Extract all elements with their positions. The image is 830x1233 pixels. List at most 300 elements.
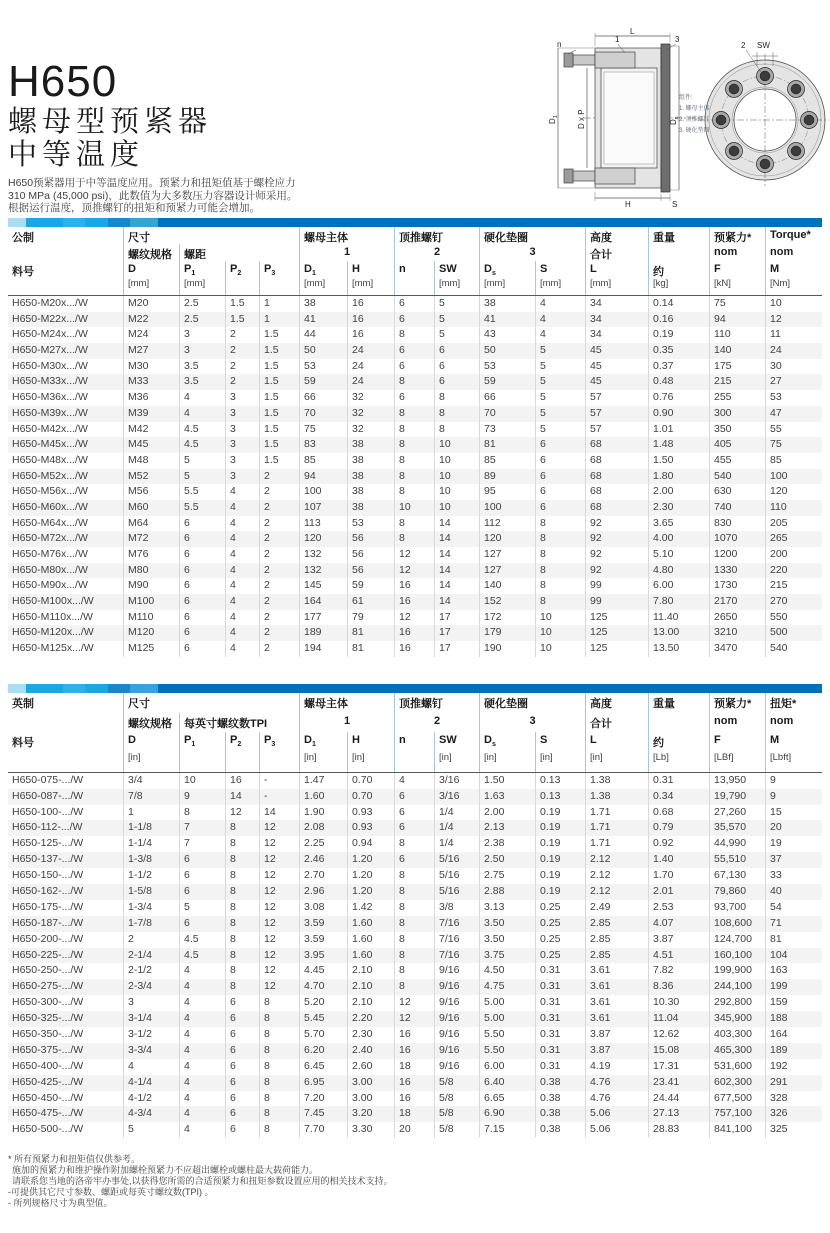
table-cell: 68 — [585, 469, 648, 485]
unit — [8, 752, 123, 772]
col-F: F — [709, 261, 765, 278]
table-cell: 10.30 — [648, 995, 709, 1011]
table-cell: 163 — [765, 963, 822, 979]
footnote: -可提供其它尺寸参数、螺距或每英寸螺纹数(TPI) 。 — [8, 1187, 214, 1197]
table-cell: 1.47 — [299, 773, 347, 789]
table-cell: 6 — [535, 469, 585, 485]
table-cell: 2.00 — [479, 805, 535, 821]
table-cell: 8 — [535, 563, 585, 579]
table-cell: 3.75 — [479, 948, 535, 964]
table-cell: 67,130 — [709, 868, 765, 884]
table-cell: 8 — [225, 900, 259, 916]
table-cell: 120 — [299, 531, 347, 547]
table-cell: H650-137-.../W — [12, 853, 84, 866]
table-cell: 9/16 — [434, 995, 479, 1011]
table-cell: 2-1/4 — [123, 948, 179, 964]
table-cell: 10 — [434, 453, 479, 469]
table-cell: 2.85 — [585, 916, 648, 932]
table-cell: 8 — [394, 948, 434, 964]
table-cell: 1.42 — [347, 900, 394, 916]
group-height: 高度 — [585, 227, 648, 244]
table-row — [8, 916, 822, 932]
sub-nom: nom — [765, 244, 822, 261]
table-cell: 1.5 — [225, 312, 259, 328]
table-cell: 8 — [535, 594, 585, 610]
table-cell: 2 — [259, 578, 299, 594]
table-cell: 8 — [394, 422, 434, 438]
group-weight: 重量 — [648, 693, 709, 713]
table-cell: 10 — [434, 484, 479, 500]
footnotes — [8, 1154, 393, 1209]
table-cell: 1.5 — [259, 343, 299, 359]
table-cell: 66 — [479, 390, 535, 406]
table-cell: 405 — [709, 437, 765, 453]
table-cell: 1730 — [709, 578, 765, 594]
table-cell: 8 — [259, 1059, 299, 1075]
table-cell: 3.20 — [347, 1106, 394, 1122]
table-cell: - — [259, 773, 299, 789]
table-row — [8, 359, 822, 375]
table-cell: - — [259, 789, 299, 805]
table-cell: 1.5 — [259, 359, 299, 375]
col-part-number: 料号 — [12, 266, 34, 278]
table-row — [8, 805, 822, 821]
table-cell: 3 — [225, 437, 259, 453]
table-cell: 38 — [347, 500, 394, 516]
table-cell: 3-1/4 — [123, 1011, 179, 1027]
table-cell: 2 — [259, 641, 299, 657]
table-cell: 5.06 — [585, 1106, 648, 1122]
table-cell: 0.38 — [535, 1075, 585, 1091]
table-cell: 10 — [434, 469, 479, 485]
table-cell: 3.65 — [648, 516, 709, 532]
table-accent-bar — [8, 218, 822, 227]
dim-label-dxp: D x P — [577, 109, 586, 129]
table-cell: 4 — [225, 500, 259, 516]
unit: [mm] — [299, 278, 347, 295]
table-cell: 9 — [179, 789, 225, 805]
table-cell: H650-M36x.../W — [12, 391, 88, 404]
table-cell: 2.85 — [585, 932, 648, 948]
table-cell: 179 — [479, 625, 535, 641]
table-cell: H650-375-.../W — [12, 1043, 84, 1056]
table-cell: 24.44 — [648, 1091, 709, 1107]
table-cell: 81 — [479, 437, 535, 453]
table-cell: 9/16 — [434, 963, 479, 979]
dim-label-s: S — [672, 200, 678, 208]
table-cell: 8.36 — [648, 979, 709, 995]
sub-part-2: 2 — [394, 713, 479, 733]
table-cell: 0.19 — [535, 884, 585, 900]
page-title: H650 — [8, 57, 118, 106]
table-cell: 6 — [179, 884, 225, 900]
table-cell: 6 — [394, 805, 434, 821]
table-cell: 113 — [299, 516, 347, 532]
table-cell: 8 — [394, 531, 434, 547]
table-cell: M120 — [123, 625, 179, 641]
table-cell: 2 — [123, 932, 179, 948]
table-cell: 4-1/4 — [123, 1075, 179, 1091]
table-cell: 38 — [347, 469, 394, 485]
table-row — [8, 374, 822, 390]
table-cell: 8 — [394, 374, 434, 390]
table-cell: 1.48 — [648, 437, 709, 453]
table-cell: 4 — [179, 1059, 225, 1075]
table-cell: 9 — [765, 773, 822, 789]
table-cell: 2.10 — [347, 979, 394, 995]
table-cell: 3.59 — [299, 932, 347, 948]
table-cell: 3.61 — [585, 995, 648, 1011]
table-cell: 6.95 — [299, 1075, 347, 1091]
table-cell: H650-M90x.../W — [12, 579, 88, 592]
table-cell: 7.20 — [299, 1091, 347, 1107]
table-cell: 841,100 — [709, 1122, 765, 1138]
table-cell: 3.30 — [347, 1122, 394, 1138]
table-cell: 10 — [535, 641, 585, 657]
table-cell: 5 — [535, 359, 585, 375]
table-cell: 81 — [347, 641, 394, 657]
table-cell: 164 — [299, 594, 347, 610]
table-cell: 4 — [225, 625, 259, 641]
table-cell: 14 — [259, 805, 299, 821]
table-cell: 5/8 — [434, 1122, 479, 1138]
table-cell: 124,700 — [709, 932, 765, 948]
table-cell: 10 — [434, 500, 479, 516]
table-cell: 16 — [394, 1075, 434, 1091]
table-cell: 5 — [179, 469, 225, 485]
table-cell: 17.31 — [648, 1059, 709, 1075]
table-cell: 2 — [259, 594, 299, 610]
table-cell: 5.5 — [179, 484, 225, 500]
table-cell: 5/8 — [434, 1106, 479, 1122]
unit: [Lbft] — [765, 752, 822, 772]
table-cell: 403,300 — [709, 1027, 765, 1043]
unit: [in] — [347, 752, 394, 772]
table-cell: 6 — [179, 578, 225, 594]
sub-thread-spec: 螺纹规格 — [123, 713, 179, 733]
table-cell: 6 — [179, 594, 225, 610]
table-cell: 55 — [765, 422, 822, 438]
col-H: H — [347, 261, 394, 278]
table-cell: 3 — [179, 343, 225, 359]
table-cell: 291 — [765, 1075, 822, 1091]
table-cell: 85 — [479, 453, 535, 469]
table-cell: 4 — [179, 1122, 225, 1138]
table-cell: 5 — [434, 327, 479, 343]
table-cell: 37 — [765, 852, 822, 868]
table-cell: 12 — [225, 805, 259, 821]
table-cell: 0.93 — [347, 805, 394, 821]
table-cell: 10 — [765, 296, 822, 312]
table-cell: 16 — [225, 773, 259, 789]
table-cell: 0.14 — [648, 296, 709, 312]
table-cell: 16 — [347, 296, 394, 312]
table-cell: M20 — [123, 296, 179, 312]
table-cell: 2.53 — [648, 900, 709, 916]
table-cell: 99 — [585, 578, 648, 594]
table-cell: 1.20 — [347, 852, 394, 868]
dim-label-d1: $D_1$ — [548, 115, 559, 124]
table-cell: 79,860 — [709, 884, 765, 900]
table-cell: 5 — [535, 406, 585, 422]
table-cell: 7.80 — [648, 594, 709, 610]
table-cell: 1.20 — [347, 868, 394, 884]
table-cell: 38 — [347, 453, 394, 469]
table-cell: M52 — [123, 469, 179, 485]
table-cell: 160,100 — [709, 948, 765, 964]
table-cell: 0.31 — [535, 979, 585, 995]
table-cell: 1.5 — [259, 406, 299, 422]
table-cell: 194 — [299, 641, 347, 657]
table-cell: 3470 — [709, 641, 765, 657]
table-cell: 34 — [585, 312, 648, 328]
table-cell: 12.62 — [648, 1027, 709, 1043]
footnote: * 所有预紧力和扭矩值仅供参考。 — [8, 1154, 141, 1164]
table-cell: 1/4 — [434, 836, 479, 852]
table-cell: M36 — [123, 390, 179, 406]
table-cell: 110 — [709, 327, 765, 343]
table-row — [8, 563, 822, 579]
table-cell: 550 — [765, 610, 822, 626]
table-cell: 4.50 — [479, 963, 535, 979]
table-cell: 38 — [347, 484, 394, 500]
table-cell: 2.30 — [648, 500, 709, 516]
table-cell: M100 — [123, 594, 179, 610]
unit: [in] — [299, 752, 347, 772]
sub-pitch: 螺距 — [179, 244, 299, 261]
table-cell: M24 — [123, 327, 179, 343]
table-cell: 1-1/8 — [123, 820, 179, 836]
footnote: 请联系您当地的洛帝牢办事处,以获得您所需的合适预紧力和扭矩参数设置应用的相关技术支持。 — [12, 1176, 393, 1186]
table-cell: M56 — [123, 484, 179, 500]
table-cell: 602,300 — [709, 1075, 765, 1091]
table-row — [8, 578, 822, 594]
table-cell: 2.88 — [479, 884, 535, 900]
table-cell: 4 — [123, 1059, 179, 1075]
table-cell: 7.45 — [299, 1106, 347, 1122]
table-cell: 0.92 — [648, 836, 709, 852]
table-cell: 27 — [765, 374, 822, 390]
table-cell: 18 — [394, 1059, 434, 1075]
table-cell: H650-475-.../W — [12, 1107, 84, 1120]
table-cell: 4.76 — [585, 1091, 648, 1107]
intro-line: 根据运行温度，顶推螺钉的扭矩和预紧力可能会增加。 — [8, 202, 260, 214]
table-cell: 540 — [709, 469, 765, 485]
table-cell: 1.5 — [259, 437, 299, 453]
table-row — [8, 900, 822, 916]
table-cell: 8 — [394, 884, 434, 900]
table-cell: 8 — [394, 453, 434, 469]
table-cell: 0.19 — [535, 805, 585, 821]
table-cell: 2.30 — [347, 1027, 394, 1043]
table-cell: 56 — [347, 563, 394, 579]
table-cell: 500 — [765, 625, 822, 641]
table-cell: 4 — [225, 563, 259, 579]
table-cell: 0.31 — [535, 1059, 585, 1075]
table-cell: 0.19 — [648, 327, 709, 343]
table-cell: 7/16 — [434, 916, 479, 932]
table-cell: 3 — [123, 995, 179, 1011]
imperial-table-header — [8, 693, 822, 773]
col-P1: $P_1$ — [179, 732, 225, 752]
dim-label-h: H — [625, 200, 631, 208]
unit: [mm] — [434, 278, 479, 295]
table-cell: 8 — [259, 1011, 299, 1027]
table-cell: 120 — [765, 484, 822, 500]
col-approx: 约 — [648, 732, 709, 752]
group-torque: Torque* — [765, 227, 822, 244]
table-cell: 10 — [535, 610, 585, 626]
dim-label-sw: SW — [757, 41, 770, 50]
table-cell: 8 — [394, 484, 434, 500]
table-cell: 2.38 — [479, 836, 535, 852]
col-S: S — [535, 732, 585, 752]
table-cell: 3.00 — [347, 1091, 394, 1107]
table-cell: 140 — [479, 578, 535, 594]
table-cell: 8 — [434, 390, 479, 406]
table-cell: 0.25 — [535, 948, 585, 964]
table-cell: 2 — [259, 484, 299, 500]
table-cell: H650-M45x.../W — [12, 438, 88, 451]
sub-total: 合计 — [585, 244, 648, 261]
table-cell: 8 — [179, 805, 225, 821]
table-cell: 6.00 — [479, 1059, 535, 1075]
sub-total: 合计 — [585, 713, 648, 733]
table-row — [8, 531, 822, 547]
table-cell: H650-M27x.../W — [12, 344, 88, 357]
table-cell: 326 — [765, 1106, 822, 1122]
table-row — [8, 948, 822, 964]
table-cell: 9/16 — [434, 1027, 479, 1043]
unit — [394, 278, 434, 295]
unit: [mm] — [123, 278, 179, 295]
table-cell: 70 — [479, 406, 535, 422]
table-cell: 20 — [394, 1122, 434, 1138]
table-cell: 8 — [535, 531, 585, 547]
unit — [8, 278, 123, 295]
table-row — [8, 500, 822, 516]
table-cell: 3/4 — [123, 773, 179, 789]
metric-table — [8, 218, 822, 657]
table-cell: H650-200-.../W — [12, 932, 84, 945]
table-cell: 1.40 — [648, 852, 709, 868]
table-cell: 2 — [259, 516, 299, 532]
table-cell: 32 — [347, 422, 394, 438]
table-cell: 125 — [585, 610, 648, 626]
table-cell: 75 — [709, 296, 765, 312]
table-cell: 81 — [765, 932, 822, 948]
table-cell: 12 — [259, 884, 299, 900]
spacer — [8, 713, 123, 733]
unit: [kg] — [648, 278, 709, 295]
table-cell: 1 — [259, 312, 299, 328]
table-cell: 59 — [347, 578, 394, 594]
table-cell: 199,900 — [709, 963, 765, 979]
page-subtitle-type: 螺母型预紧器 — [8, 106, 213, 138]
table-cell: 8 — [394, 900, 434, 916]
table-cell: H650-M110x.../W — [12, 610, 93, 623]
table-cell: 6 — [434, 359, 479, 375]
table-row — [8, 1011, 822, 1027]
table-cell: 0.93 — [347, 820, 394, 836]
table-cell: M80 — [123, 563, 179, 579]
table-cell: 8 — [394, 406, 434, 422]
table-cell: 40 — [765, 884, 822, 900]
table-cell: 328 — [765, 1091, 822, 1107]
table-cell: M22 — [123, 312, 179, 328]
table-cell: 108,600 — [709, 916, 765, 932]
group-torque: 扭矩* — [765, 693, 822, 713]
table-cell: 189 — [299, 625, 347, 641]
table-cell: 16 — [394, 1043, 434, 1059]
table-cell: 2 — [259, 625, 299, 641]
table-cell: H650-187-.../W — [12, 916, 84, 929]
table-cell: 4 — [535, 327, 585, 343]
spacer — [648, 244, 709, 261]
table-cell: 5.50 — [479, 1027, 535, 1043]
table-cell: 3 — [225, 469, 259, 485]
table-cell: 17 — [434, 610, 479, 626]
table-cell: 75 — [765, 437, 822, 453]
table-cell: 2 — [259, 500, 299, 516]
table-cell: 5 — [535, 390, 585, 406]
sub-tpi: 每英寸螺纹数TPI — [179, 713, 299, 733]
table-cell: 4.19 — [585, 1059, 648, 1075]
table-cell: 0.16 — [648, 312, 709, 328]
table-cell: 152 — [479, 594, 535, 610]
unit — [179, 752, 225, 772]
table-cell: 41 — [479, 312, 535, 328]
table-cell: 1.5 — [259, 390, 299, 406]
table-cell: 24 — [347, 359, 394, 375]
table-cell: 2 — [259, 469, 299, 485]
unit: [mm] — [479, 278, 535, 295]
table-cell: 3/16 — [434, 773, 479, 789]
table-cell: 6 — [225, 995, 259, 1011]
table-cell: 220 — [765, 563, 822, 579]
table-cell: 12 — [394, 1011, 434, 1027]
table-cell: 1330 — [709, 563, 765, 579]
table-row — [8, 296, 822, 312]
table-row — [8, 437, 822, 453]
page-subtitle-temp: 中等温度 — [8, 139, 145, 171]
table-cell: 8 — [225, 852, 259, 868]
table-cell: 79 — [347, 610, 394, 626]
table-cell: H650-M60x.../W — [12, 500, 88, 513]
unit — [225, 752, 259, 772]
table-cell: 4 — [535, 296, 585, 312]
table-cell: 6 — [225, 1075, 259, 1091]
table-cell: 100 — [299, 484, 347, 500]
table-cell: 45 — [585, 343, 648, 359]
table-cell: 92 — [585, 563, 648, 579]
table-row — [8, 773, 822, 789]
table-cell: 8 — [225, 916, 259, 932]
table-cell: 2.20 — [347, 1011, 394, 1027]
table-cell: 4 — [179, 1106, 225, 1122]
table-cell: 1200 — [709, 547, 765, 563]
table-cell: 53 — [479, 359, 535, 375]
table-cell: 43 — [479, 327, 535, 343]
table-cell: H650-M120x.../W — [12, 626, 94, 639]
table-cell: 16 — [347, 327, 394, 343]
table-cell: 125 — [585, 641, 648, 657]
table-cell: 15.08 — [648, 1043, 709, 1059]
table-cell: 3.59 — [299, 916, 347, 932]
footnote: 施加的预紧力和维护操作附加螺栓预紧力不应超出螺栓或螺柱最大载荷能力。 — [12, 1165, 319, 1175]
table-cell: 16 — [394, 594, 434, 610]
table-cell: 2.12 — [585, 852, 648, 868]
